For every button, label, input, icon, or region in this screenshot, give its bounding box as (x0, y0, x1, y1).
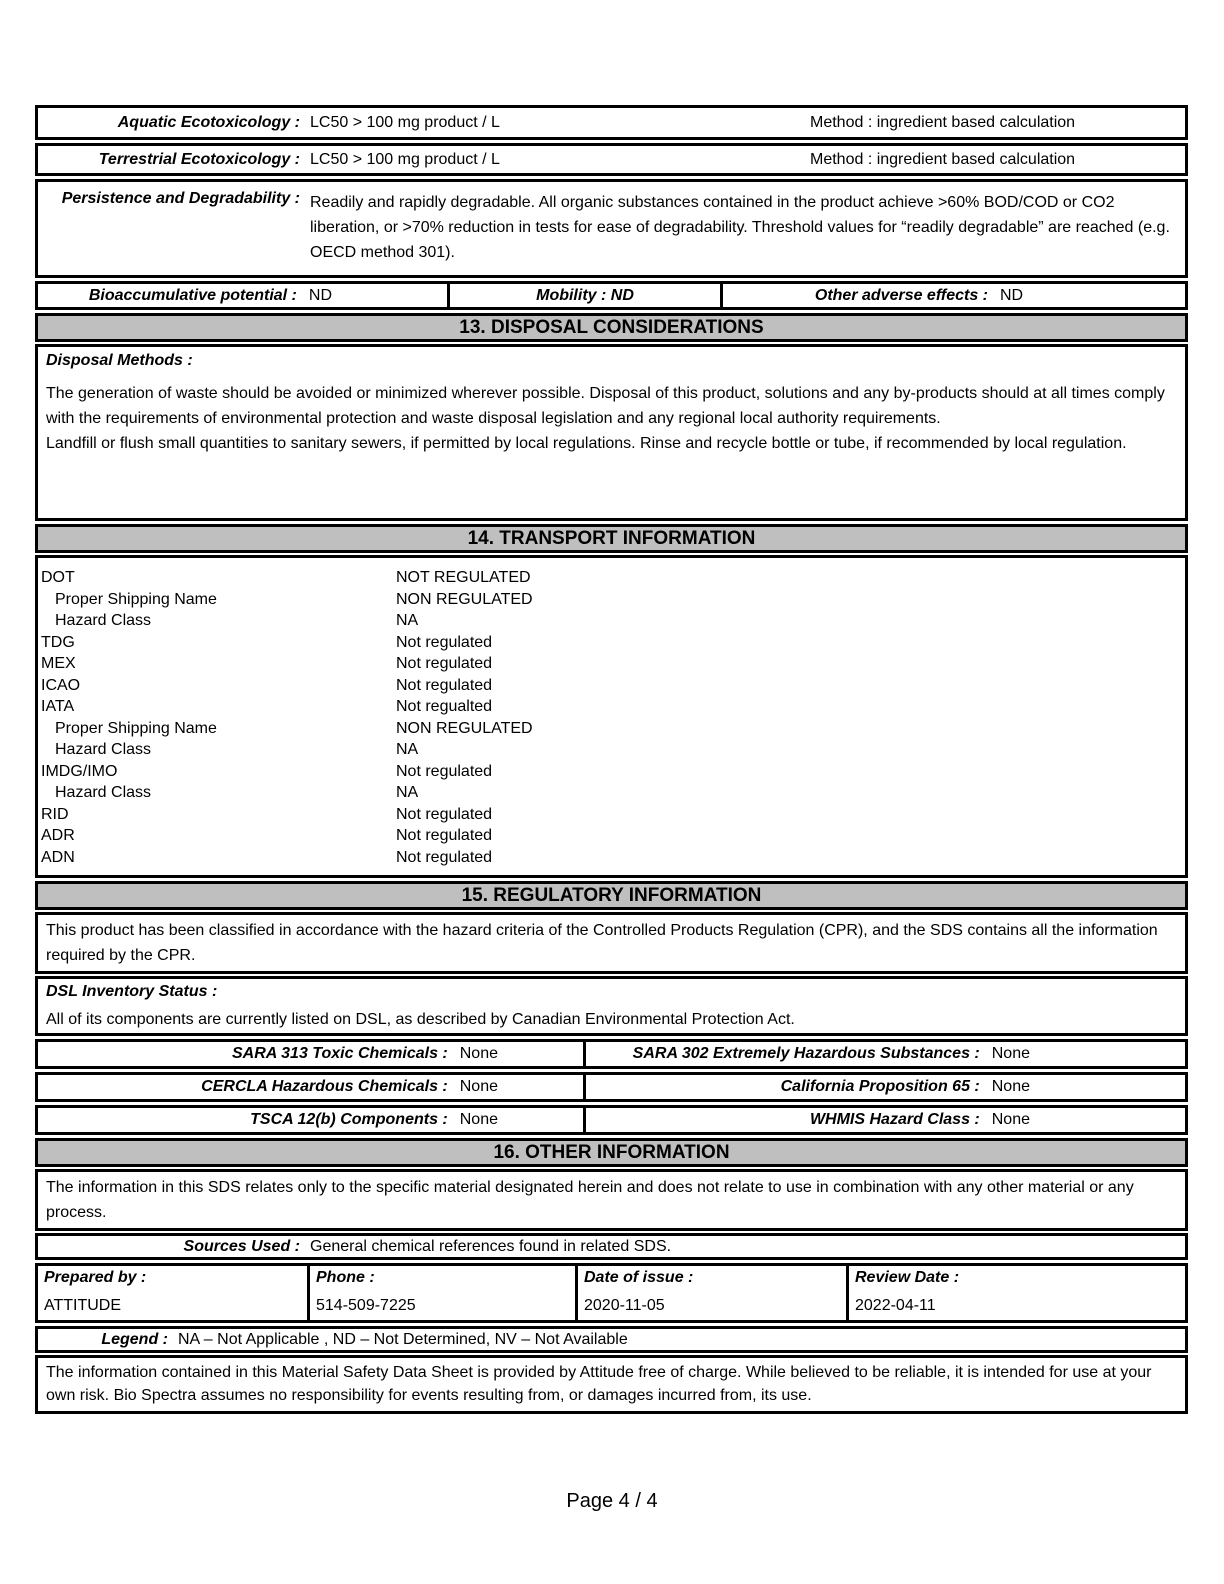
section-14-header: 14. TRANSPORT INFORMATION (35, 524, 1188, 553)
disposal-paragraph-1: The generation of waste should be avoided or minimized wherever possible. Disposal of this product, solutions and any by-products should at all times comply with the requirements of environmental protection and waste disposal legislation and any regional local authority requirements. (46, 385, 1165, 427)
section-15-header: 15. REGULATORY INFORMATION (35, 881, 1188, 910)
prepared-by-cell (38, 1266, 307, 1320)
cpr-classification-text: This product has been classified in accordance with the hazard criteria of the Controlled Products Regulation (CPR), and the SDS contains all the information required by the CPR. (35, 912, 1188, 974)
transport-label: DOT (41, 569, 75, 586)
transport-label: RID (41, 805, 69, 823)
sara-row (35, 1039, 1188, 1069)
transport-label: TDG (41, 633, 75, 651)
sara-313-cell (38, 1042, 583, 1066)
transport-row-rid (38, 804, 1185, 826)
transport-value: NA (396, 612, 419, 629)
persistence-degradability-text: Readily and rapidly degradable. All organic substances contained in the product achieve >60% BOD/COD or CO2 liberation, or >70% reduction in tests for ease of degradability. Threshold values for “readily degradable” are reached (e.g. OECD method 301). (310, 194, 1170, 261)
aquatic-ecotoxicology-value: LC50 > 100 mg product / L (310, 113, 500, 131)
transport-value: NON REGULATED (396, 719, 533, 737)
review-date-label: Review Date : (855, 1269, 960, 1286)
sources-used-row (35, 1233, 1188, 1260)
sources-used-value: General chemical references found in related SDS. (310, 1237, 672, 1255)
sara-302-cell (583, 1042, 1185, 1066)
date-of-issue-cell (575, 1266, 846, 1320)
tsca-12b-label: TSCA 12(b) Components : (250, 1111, 448, 1128)
transport-label: ICAO (41, 676, 81, 694)
transport-value: Not regulated (396, 655, 493, 672)
sources-used-label: Sources Used : (183, 1237, 300, 1255)
review-date-value: 2022-04-11 (855, 1297, 936, 1314)
transport-value: Not regulated (396, 676, 493, 694)
cercla-row (35, 1072, 1188, 1102)
whmis-hazard-class-cell (583, 1108, 1185, 1132)
transport-row-dot-shipping-name (38, 589, 1185, 611)
section-13-header: 13. DISPOSAL CONSIDERATIONS (35, 313, 1188, 342)
transport-value: Not regulated (396, 633, 493, 651)
dsl-inventory-box (35, 976, 1188, 1036)
disposal-methods-label: Disposal Methods : (46, 352, 193, 369)
cercla-label: CERCLA Hazardous Chemicals : (201, 1078, 448, 1095)
bioaccumulative-potential-label: Bioaccumulative potential : (88, 286, 297, 304)
date-of-issue-label: Date of issue : (584, 1269, 694, 1286)
sara-313-label: SARA 313 Toxic Chemicals : (231, 1045, 448, 1062)
preparation-info-table (35, 1263, 1188, 1323)
transport-value: NA (396, 741, 419, 758)
date-of-issue-value: 2020-11-05 (584, 1297, 665, 1314)
terrestrial-ecotoxicology-row (35, 143, 1188, 176)
transport-value: Not regulated (396, 805, 493, 823)
bioaccumulative-potential-cell (38, 284, 447, 307)
disclaimer-text: The information contained in this Material Safety Data Sheet is provided by Attitude free of charge. While believed to be reliable, it is intended for use at your own risk. Bio Spectra assumes no responsibility for events resulting from, or damages incurred from, its use. (35, 1355, 1188, 1414)
legend-text: NA – Not Applicable , ND – Not Determined, NV – Not Available (178, 1330, 628, 1348)
review-date-cell (846, 1266, 1185, 1320)
sara-302-label: SARA 302 Extremely Hazardous Substances : (632, 1045, 980, 1062)
transport-label: Proper Shipping Name (55, 719, 217, 737)
transport-value: NA (396, 784, 419, 801)
transport-row-tdg (38, 632, 1185, 654)
tsca-12b-value: None (459, 1111, 498, 1128)
mobility-cell: Mobility : ND (447, 284, 720, 307)
transport-value: Not regualted (396, 698, 493, 715)
transport-row-adn (38, 847, 1185, 869)
persistence-degradability-label: Persistence and Degradability : (61, 190, 300, 207)
transport-row-adr (38, 825, 1185, 847)
disposal-paragraph-2: Landfill or flush small quantities to sanitary sewers, if permitted by local regulations. Rinse and recycle bottle or tube, if recommended by local regulation. (46, 435, 1127, 452)
tsca-12b-cell (38, 1108, 583, 1132)
transport-value: Not regulated (396, 827, 493, 844)
dsl-inventory-status-label: DSL Inventory Status : (46, 983, 218, 1000)
transport-row-imdg-imo (38, 761, 1185, 783)
transport-row-iata (38, 696, 1185, 718)
disposal-methods-box (35, 344, 1188, 521)
transport-value: Not regulated (396, 848, 493, 866)
transport-label: ADR (41, 827, 75, 844)
other-adverse-effects-value: ND (1000, 286, 1024, 304)
dsl-inventory-status-text: All of its components are currently listed on DSL, as described by Canadian Environmental Protection Act. (46, 1011, 795, 1028)
section-16-header: 16. OTHER INFORMATION (35, 1138, 1188, 1167)
transport-value: NON REGULATED (396, 590, 533, 608)
transport-row-mex (38, 653, 1185, 675)
persistence-degradability-row (35, 179, 1188, 278)
transport-row-imdg-hazard-class (38, 782, 1185, 804)
terrestrial-ecotoxicology-label: Terrestrial Ecotoxicology : (98, 150, 300, 168)
sara-302-value: None (991, 1045, 1030, 1062)
cercla-value: None (459, 1078, 498, 1095)
transport-label: Proper Shipping Name (55, 590, 217, 608)
prepared-by-value: ATTITUDE (44, 1297, 122, 1314)
aquatic-ecotoxicology-method: Method : ingredient based calculation (810, 113, 1076, 131)
phone-cell (307, 1266, 575, 1320)
legend-row (35, 1326, 1188, 1353)
prepared-by-label: Prepared by : (44, 1269, 147, 1286)
transport-row-dot (38, 567, 1185, 589)
transport-label: IMDG/IMO (41, 762, 118, 780)
transport-label: Hazard Class (55, 741, 152, 758)
transport-label: Hazard Class (55, 612, 152, 629)
bioaccumulation-mobility-row (35, 281, 1188, 310)
other-adverse-effects-label: Other adverse effects : (814, 286, 988, 304)
tsca-row (35, 1105, 1188, 1135)
cercla-cell (38, 1075, 583, 1099)
page-number: Page 4 / 4 (566, 1490, 658, 1512)
transport-label: ADN (41, 848, 75, 866)
aquatic-ecotoxicology-label: Aquatic Ecotoxicology : (117, 113, 300, 131)
california-prop-65-value: None (991, 1078, 1030, 1095)
aquatic-ecotoxicology-row (35, 105, 1188, 140)
other-adverse-effects-cell (720, 284, 1185, 307)
legend-label: Legend : (101, 1330, 168, 1348)
california-prop-65-cell (583, 1075, 1185, 1099)
transport-value: NOT REGULATED (396, 569, 531, 586)
transport-information-box (35, 555, 1188, 878)
transport-label: MEX (41, 655, 76, 672)
phone-label: Phone : (316, 1269, 375, 1286)
whmis-hazard-class-label: WHMIS Hazard Class : (809, 1111, 980, 1128)
transport-row-iata-shipping-name (38, 718, 1185, 740)
terrestrial-ecotoxicology-method: Method : ingredient based calculation (810, 150, 1076, 168)
transport-row-dot-hazard-class (38, 610, 1185, 632)
phone-value: 514-509-7225 (316, 1297, 416, 1314)
whmis-hazard-class-value: None (991, 1111, 1030, 1128)
sds-content (35, 105, 1188, 1417)
transport-row-iata-hazard-class (38, 739, 1185, 761)
sara-313-value: None (459, 1045, 498, 1062)
california-prop-65-label: California Proposition 65 : (780, 1078, 980, 1095)
transport-row-icao (38, 675, 1185, 697)
transport-label: Hazard Class (55, 784, 152, 801)
terrestrial-ecotoxicology-value: LC50 > 100 mg product / L (310, 150, 500, 168)
transport-value: Not regulated (396, 762, 493, 780)
transport-label: IATA (41, 698, 75, 715)
bioaccumulative-potential-value: ND (308, 286, 332, 304)
sds-scope-text: The information in this SDS relates only to the specific material designated herein and does not relate to use in combination with any other material or any process. (35, 1169, 1188, 1231)
